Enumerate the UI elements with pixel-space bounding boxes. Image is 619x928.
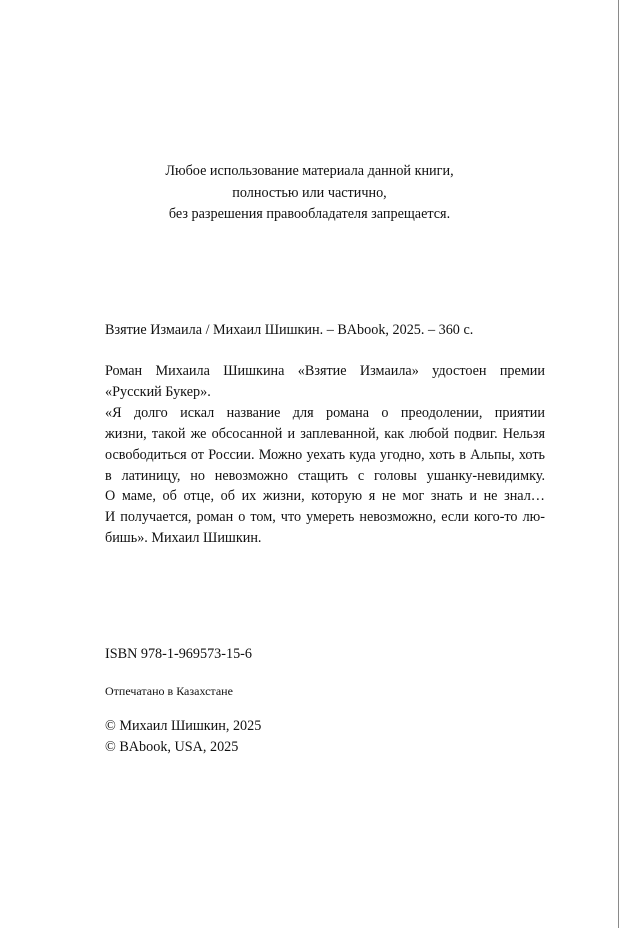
copyright-notice-line: Любое использование материала данной книги, [165, 163, 454, 179]
copyright-notice-line: полностью или частично, [232, 184, 387, 201]
annotation-line: «Русский Букер». [105, 383, 211, 400]
annotation-line: И получается, роман о том, что умереть невозможно, если кого-то лю- [105, 509, 545, 526]
annotation-paragraph-1 [105, 361, 545, 403]
copyright-line-author: © Михаил Шишкин, 2025 [105, 718, 262, 734]
annotation-paragraph-2 [105, 403, 545, 549]
copyright-notice [0, 161, 619, 226]
annotation-line: О маме, об отце, об их жизни, которую я не мог знать и не знал… [105, 488, 545, 505]
annotation-line: Роман Михаила Шишкина «Взятие Измаила» удостоен премии [105, 363, 545, 379]
annotation-line: освободиться от России. Можно уехать куда угодно, хоть в Альпы, хоть [105, 446, 545, 463]
annotation-line: в латиницу, но невозможно стащить с головы ушанку-невидимку. [105, 467, 545, 484]
copyright-holders [105, 716, 261, 758]
printed-in: Отпечатано в Казахстане [105, 684, 233, 698]
annotation-line: бишь». Михаил Шишкин. [105, 530, 262, 547]
annotation-line: «Я долго искал название для романа о преодолении, приятии [105, 404, 545, 421]
copyright-line-publisher: © BAbook, USA, 2025 [105, 739, 239, 755]
isbn: ISBN 978-1-969573-15-6 [105, 646, 252, 662]
annotation-line: жизни, такой же обсосанной и заплеванной, как любой подвиг. Нельзя [105, 425, 545, 442]
bibliographic-record: Взятие Измаила / Михаил Шишкин. – BAbook, 2025. – 360 с. [105, 322, 474, 338]
copyright-notice-line: без разрешения правообладателя запрещается. [168, 206, 451, 222]
annotation [105, 361, 545, 549]
